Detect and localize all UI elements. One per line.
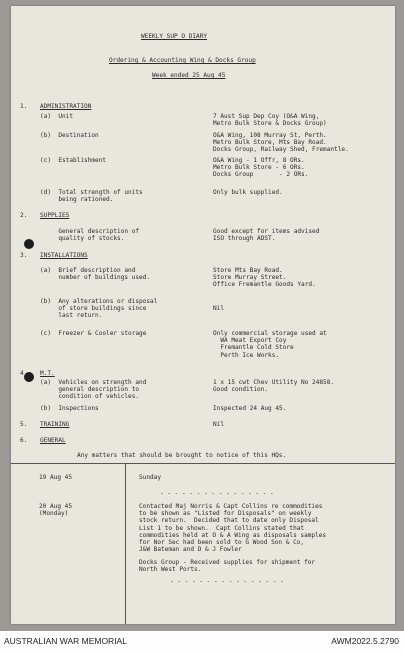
footer-accession-number: AWM2022.5.2790 [331,636,399,646]
diary-page [11,6,395,624]
document-subtitle: Ordering & Accounting Wing & Docks Group [109,57,256,64]
diary-entry: Sunday [139,474,162,481]
training-value: Nil [213,421,225,428]
installations-c-value: Only commercial storage used at WA Meat Export Coy Fremantle Cold Store Perth Ice Works. [213,330,327,359]
mt-b-label: (b) Inspections [40,405,99,412]
section-number: 4. [20,370,28,377]
section-title-general: GENERAL [40,437,66,444]
strength-label: (d) Total strength of units being rationed. [40,189,143,204]
installations-b-value: Nil [213,305,225,312]
unit-value: 7 Aust Sup Dep Coy (O&A Wing, Metro Bulk Store & Docks Group) [213,113,327,128]
section-number: 5. [20,421,28,428]
archive-footer [0,631,404,653]
supplies-value: Good except for items advised ISO through ADST. [213,228,320,243]
section-title-supplies: SUPPLIES [40,212,70,219]
general-text: Any matters that should be brought to notice of this HQs. [77,452,287,459]
diary-date: 20 Aug 45 (Monday) [39,503,73,518]
destination-label: (b) Destination [40,132,99,139]
table-column-divider [125,463,126,624]
mt-a-value: 1 x 15 cwt Chev Utility No 24858. Good condition. [213,379,335,394]
section-title-administration: ADMINISTRATION [40,103,92,110]
installations-b-label: (b) Any alterations or disposal of store buildings since last return. [40,298,158,320]
mt-b-value: Inspected 24 Aug 45. [213,405,287,412]
week-ended: Week ended 25 Aug 45 [152,72,226,79]
document-title: WEEKLY SUP O DIARY [141,33,208,40]
diary-entry: Contacted Maj Norris & Capt Collins re commodities to be shown as "Listed for Disposals" on weekly stock return. Decided that to date only Disposal List 1 to be shown. Capt Collins stated that commodities held at O & A Wing as disposals samples for Nor Sec had been sold to G Wood Son & Co, J&W Bateman and D & J Fowler [139,503,327,554]
destination-value: O&A Wing, 108 Murray St, Perth. Metro Bulk Store, Mts Bay Road. Docks Group, Railway Shed, Fremantle. [213,132,349,154]
mt-a-label: (a) Vehicles on strength and general description to condition of vehicles. [40,379,147,401]
section-number: 6. [20,437,28,444]
section-title-mt: M.T. [40,370,55,377]
diary-separator: - - - - - - - - - - - - - - - - [170,578,284,585]
installations-a-value: Store Mts Bay Road. Store Murray Street. Office Fremantle Goods Yard. [213,267,316,289]
establishment-label: (c) Establishment [40,157,107,164]
section-title-installations: INSTALLATIONS [40,252,88,259]
punch-hole [24,239,34,249]
installations-a-label: (a) Brief description and number of buildings used. [40,267,151,282]
unit-label: (a) Unit [40,113,74,120]
footer-institution: AUSTRALIAN WAR MEMORIAL [4,636,127,646]
supplies-label: General description of quality of stocks. [58,228,140,243]
section-number: 1. [20,103,28,110]
diary-entry-continued: Docks Group - Received supplies for shipment for North West Ports. [139,559,316,574]
strength-value: Only bulk supplied. [213,189,283,196]
diary-separator: - - - - - - - - - - - - - - - - [160,490,274,497]
section-number: 2. [20,212,28,219]
establishment-value: O&A Wing - 1 Offr, 8 ORs. Metro Bulk Store - 6 ORs. Docks Group - 2 ORs. [213,157,309,179]
section-title-training: TRAINING [40,421,70,428]
diary-date: 19 Aug 45 [39,474,73,481]
table-top-rule [11,463,395,464]
installations-c-label: (c) Freezer & Cooler storage [40,330,147,337]
section-number: 3. [20,252,28,259]
